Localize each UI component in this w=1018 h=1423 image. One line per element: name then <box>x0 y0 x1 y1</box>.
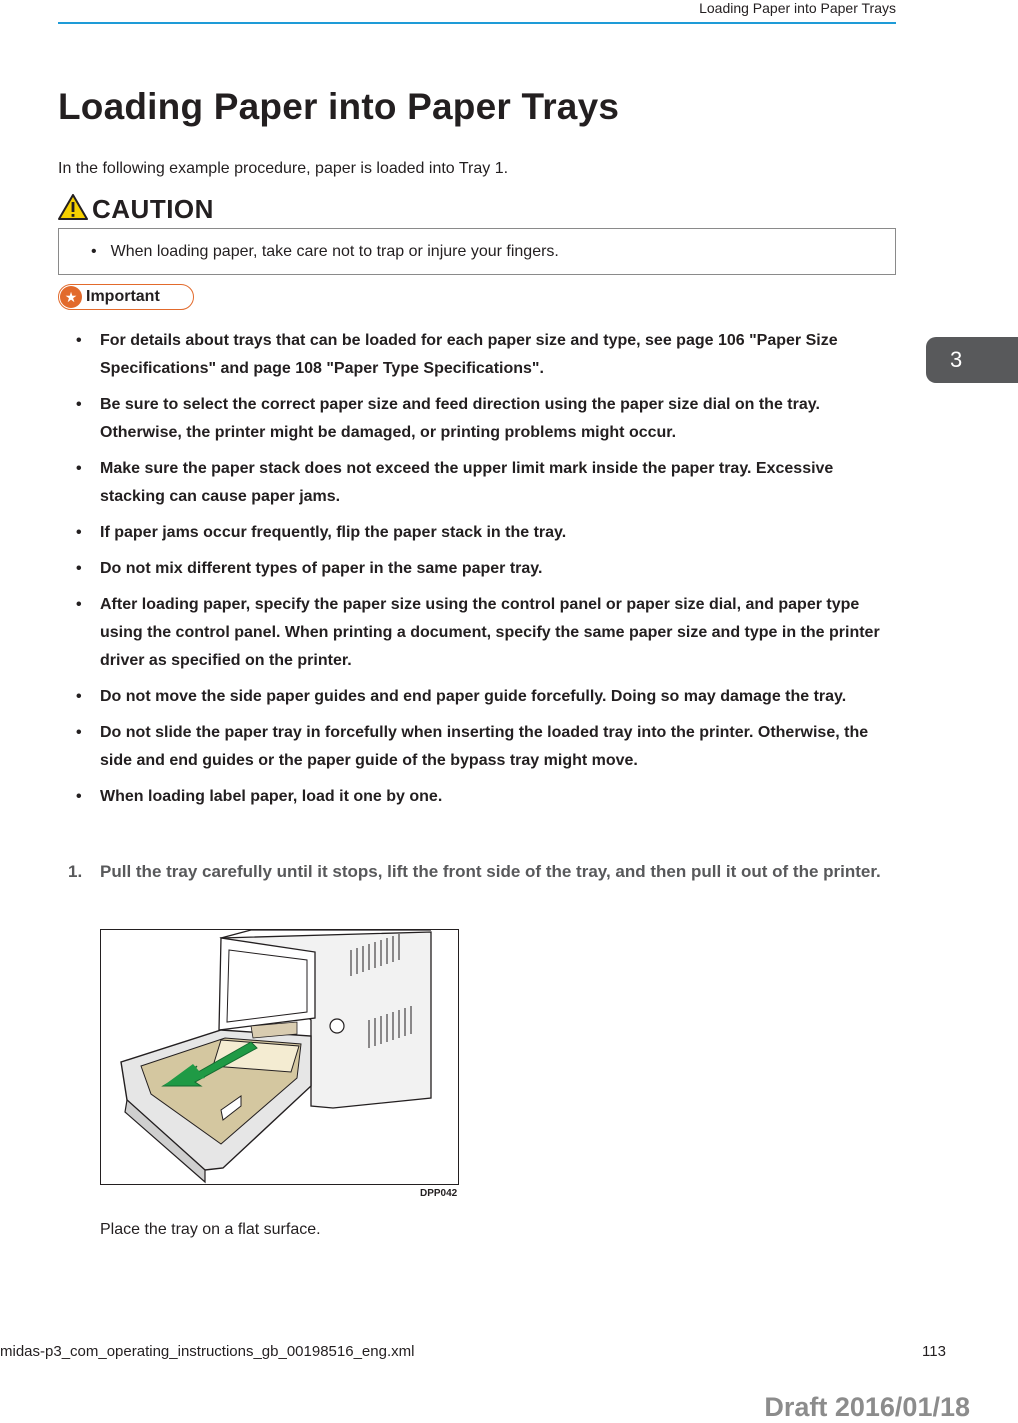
step-text: Pull the tray carefully until it stops, lift the front side of the tray, and then pull it out of the printer. <box>100 862 881 881</box>
footer-filename: midas-p3_com_operating_instructions_gb_00198516_eng.xml <box>0 1343 415 1360</box>
step-1 <box>68 858 896 886</box>
list-item-text: Make sure the paper stack does not exceed the upper limit mark inside the paper tray. Excessive stacking can cause paper jams. <box>100 460 834 505</box>
important-badge <box>58 284 194 310</box>
bullet-icon: • <box>76 724 82 741</box>
printer-tray-illustration <box>100 929 459 1185</box>
list-item-text: After loading paper, specify the paper size using the control panel or paper size dial, and paper type using the control panel. When printing a document, specify the same paper size and type in the printer driver as specified on the printer. <box>100 596 880 669</box>
list-item <box>76 455 896 511</box>
list-item-text: Be sure to select the correct paper size and feed direction using the paper size dial on the tray. Otherwise, the printer might be damaged, or printing problems might occur. <box>100 396 820 441</box>
list-item-text: When loading label paper, load it one by one. <box>100 788 443 805</box>
bullet-icon: • <box>76 688 82 705</box>
page-number: 113 <box>922 1343 946 1360</box>
list-item <box>76 391 896 447</box>
bullet-icon: • <box>76 332 82 349</box>
list-item <box>76 719 896 775</box>
list-item <box>76 519 896 547</box>
header-rule <box>58 22 896 24</box>
bullet-icon: • <box>76 396 82 413</box>
list-item <box>76 683 896 711</box>
list-item <box>76 327 896 383</box>
caution-item: When loading paper, take care not to trap or injure your fingers. <box>110 242 559 260</box>
figure-code: DPP042 <box>420 1188 458 1199</box>
intro-text: In the following example procedure, paper is loaded into Tray 1. <box>58 160 509 177</box>
running-header: Loading Paper into Paper Trays <box>699 0 896 16</box>
caution-label: CAUTION <box>92 194 214 224</box>
caution-box <box>58 228 896 275</box>
list-item-text: For details about trays that can be loaded for each paper size and type, see page 106 "Paper Size Specifications" and page 108 "Paper Type Specifications". <box>100 332 838 377</box>
step-note: Place the tray on a flat surface. <box>100 1221 321 1238</box>
draft-watermark: Draft 2016/01/18 <box>764 1392 970 1422</box>
chapter-tab: 3 <box>926 337 1018 383</box>
bullet-icon: • <box>76 788 82 805</box>
page-title: Loading Paper into Paper Trays <box>58 86 620 127</box>
list-item <box>76 783 896 811</box>
step-number: 1. <box>68 862 83 881</box>
important-list <box>76 327 896 819</box>
list-item-text: Do not move the side paper guides and end paper guide forcefully. Doing so may damage the tray. <box>100 688 847 705</box>
caution-heading <box>58 194 214 225</box>
star-icon: ★ <box>60 286 82 308</box>
bullet-icon: • <box>91 242 97 260</box>
list-item-text: Do not mix different types of paper in the same paper tray. <box>100 560 543 577</box>
list-item-text: Do not slide the paper tray in forcefully when inserting the loaded tray into the printer. Otherwise, the side and end guides or the paper guide of the bypass tray might move. <box>100 724 869 769</box>
important-label: Important <box>86 288 160 305</box>
list-item <box>76 555 896 583</box>
bullet-icon: • <box>76 460 82 477</box>
bullet-icon: • <box>76 524 82 541</box>
list-item-text: If paper jams occur frequently, flip the paper stack in the tray. <box>100 524 567 541</box>
bullet-icon: • <box>76 560 82 577</box>
list-item <box>76 591 896 675</box>
warning-triangle-icon <box>58 194 88 225</box>
bullet-icon: • <box>76 596 82 613</box>
